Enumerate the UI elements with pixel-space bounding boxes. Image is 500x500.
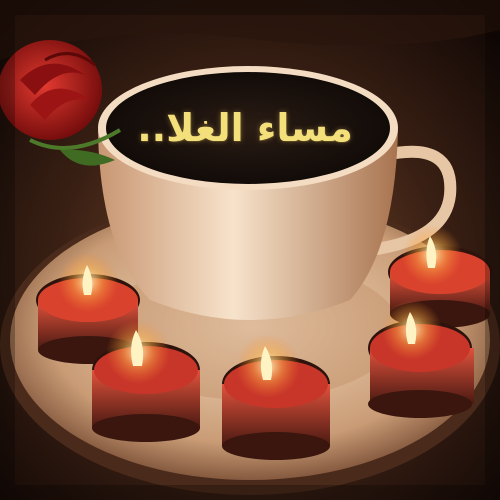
greeting-text: مساء الغلا..	[137, 106, 353, 150]
